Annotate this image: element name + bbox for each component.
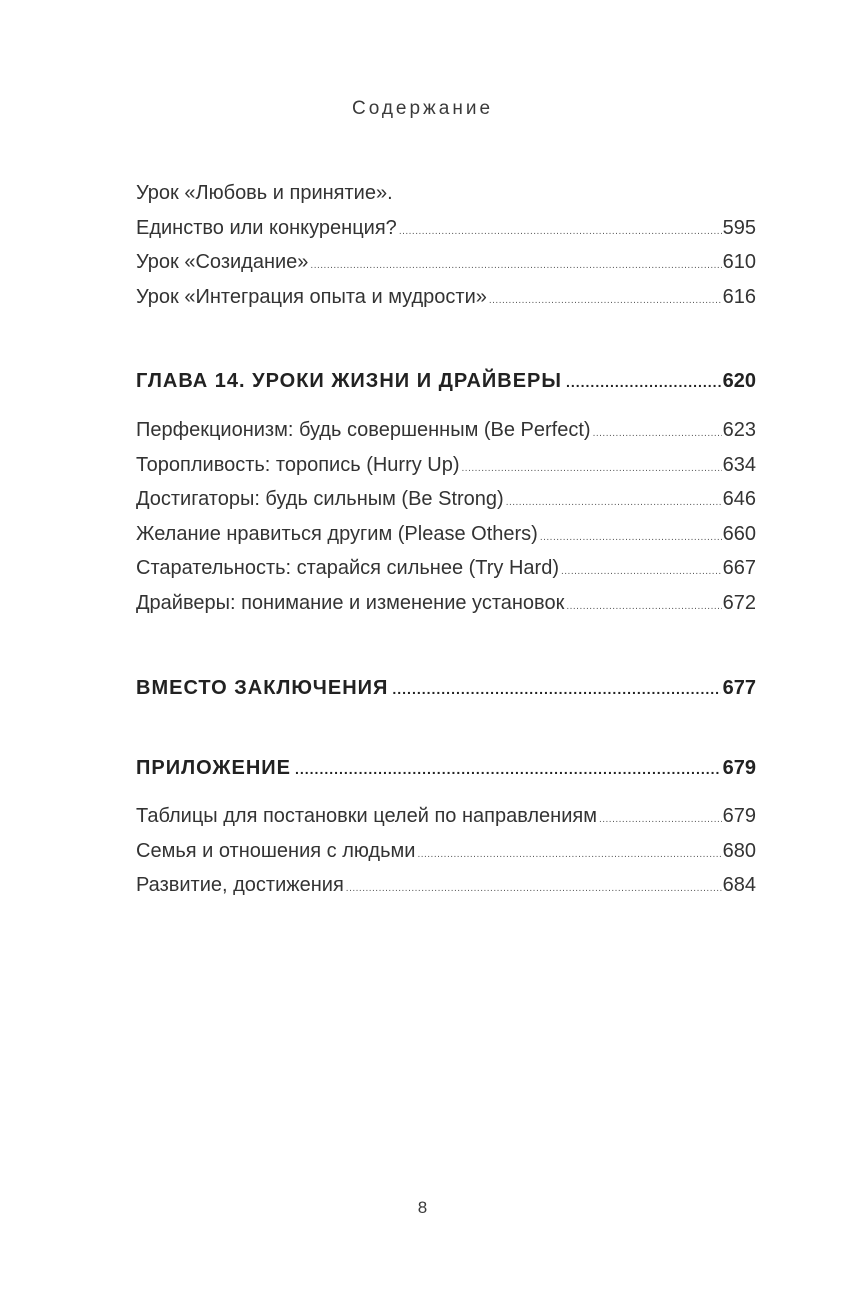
toc-entry-page: 634: [722, 453, 756, 476]
toc-entry-title: Таблицы для постановки целей по направлениям: [136, 805, 597, 827]
dot-leader: [399, 227, 722, 237]
dot-leader: [489, 296, 722, 306]
toc-entry-title: Торопливость: торопись (Hurry Up): [136, 453, 460, 476]
toc-entry[interactable]: [136, 586, 756, 621]
toc-entry-title: Семья и отношения с людьми: [136, 839, 416, 862]
toc-entry-title: Старательность: старайся сильнее (Try Hard): [136, 557, 559, 579]
dot-leader: [506, 498, 722, 508]
toc-entry[interactable]: [136, 413, 756, 448]
toc-entry[interactable]: [136, 834, 756, 869]
dot-leader: [417, 850, 721, 860]
toc-entry-page: 616: [722, 285, 756, 308]
toc-chapter-title: ВМЕСТО ЗАКЛЮЧЕНИЯ: [136, 677, 389, 699]
dot-leader: [346, 884, 722, 894]
toc-entry-page: 672: [722, 591, 756, 614]
toc-chapter-title: ГЛАВА 14. УРОКИ ЖИЗНИ И ДРАЙВЕРЫ: [136, 370, 562, 392]
toc-entry[interactable]: [136, 211, 756, 246]
toc-entry-page: 679: [722, 805, 756, 827]
toc-chapter-title: ПРИЛОЖЕНИЕ: [136, 757, 291, 779]
toc-entry-title: Желание нравиться другим (Please Others): [136, 522, 538, 545]
toc-entry-title: Урок «Интеграция опыта и мудрости»: [136, 285, 487, 308]
toc-entry[interactable]: [136, 280, 756, 315]
page-number: 8: [417, 1198, 428, 1217]
dot-leader: [462, 464, 722, 474]
toc-section-previous-chapter: [136, 176, 756, 314]
toc-chapter-heading[interactable]: [136, 751, 756, 785]
dot-leader: [599, 815, 722, 825]
dot-leader: [540, 533, 722, 543]
toc-entry[interactable]: [136, 245, 756, 280]
toc-entry[interactable]: [136, 868, 756, 903]
toc-entry-title: Перфекционизм: будь совершенным (Be Perfect): [136, 419, 591, 441]
toc-chapter-14-entries: [136, 413, 756, 620]
toc-entry-page: 610: [722, 251, 756, 273]
toc-entry[interactable]: [136, 176, 756, 211]
dot-leader: [561, 567, 722, 577]
dot-leader: [310, 261, 721, 271]
running-header: Содержание: [351, 98, 494, 119]
toc-entry[interactable]: [136, 448, 756, 483]
toc-chapter-page: 679: [722, 757, 756, 779]
toc-entry-page: 646: [722, 488, 756, 510]
toc-entry-title: Драйверы: понимание и изменение установок: [136, 591, 565, 614]
toc-entry-page: 623: [722, 419, 756, 441]
toc-entry-title: Достигаторы: будь сильным (Be Strong): [136, 488, 504, 510]
toc-entry-title: Урок «Любовь и принятие».: [136, 182, 393, 204]
toc-chapter-heading[interactable]: [136, 671, 756, 705]
toc-chapter-page: 677: [722, 677, 756, 699]
toc-entry[interactable]: [136, 517, 756, 552]
toc-chapter-14: [136, 364, 756, 398]
dot-leader: [566, 375, 721, 389]
toc-chapter-heading[interactable]: [136, 364, 756, 398]
toc-entry-page: 680: [722, 839, 756, 862]
toc-chapter-page: 620: [722, 370, 756, 392]
toc-appendix: [136, 751, 756, 785]
toc-entry-page: 667: [722, 557, 756, 579]
toc-entry-title: Единство или конкуренция?: [136, 216, 397, 239]
toc-entry-page: 684: [722, 874, 756, 896]
toc-entry-title: Урок «Созидание»: [136, 251, 309, 273]
toc-conclusion: [136, 671, 756, 705]
toc-entry[interactable]: [136, 799, 756, 834]
toc-entry[interactable]: [136, 482, 756, 517]
dot-leader: [295, 762, 721, 776]
toc-entry[interactable]: [136, 551, 756, 586]
toc-entry-page: 660: [722, 522, 756, 545]
toc-entry-title: Развитие, достижения: [136, 874, 344, 896]
dot-leader: [593, 429, 722, 439]
toc-entry-page: 595: [722, 216, 756, 239]
toc-appendix-entries: [136, 799, 756, 903]
dot-leader: [392, 682, 720, 696]
dot-leader: [566, 602, 721, 612]
